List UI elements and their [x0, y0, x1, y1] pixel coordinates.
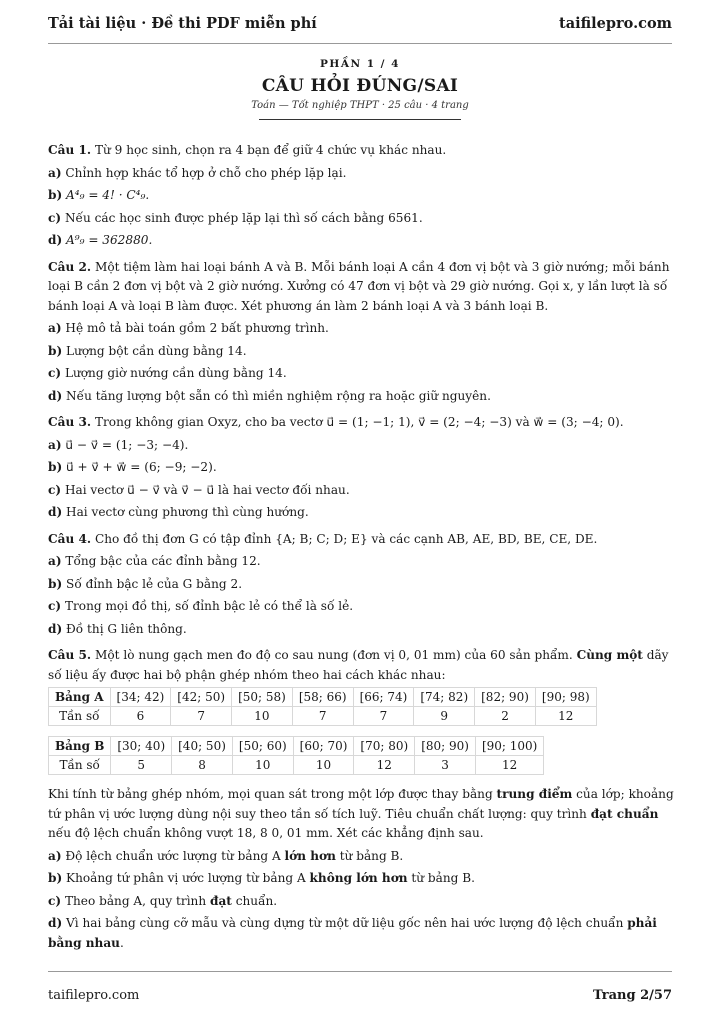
interval-cell: [34; 42): [110, 688, 171, 707]
option-c: [48, 597, 674, 617]
option-c: [48, 364, 674, 384]
table-row: [49, 756, 544, 775]
header-divider: [48, 43, 672, 44]
option-d: [48, 503, 674, 523]
page-footer: [48, 985, 672, 1005]
footer-divider: [48, 971, 672, 972]
option-label: b): [48, 871, 63, 885]
option-c: c) Theo bảng A, quy trình đạt chuẩn.: [48, 893, 278, 908]
question-stem: Một lò nung gạch men đo độ co sau nung (đơn vị 0, 01 mm) của 60 sản phẩm.: [94, 648, 577, 662]
table-name: Bảng A: [49, 688, 111, 707]
question-label: Câu 3.: [48, 415, 92, 429]
question-1: [48, 141, 674, 251]
freq-cell: 10: [293, 756, 354, 775]
interval-cell: [42; 50): [171, 688, 232, 707]
option-b: b) Khoảng tứ phân vị ước lượng từ bảng A không lớn hơn từ bảng B.: [48, 871, 475, 885]
question-stem: Cho đồ thị đơn G có tập đỉnh {A; B; C; D; E} và các cạnh AB, AE, BD, BE, CE, DE.: [94, 531, 598, 546]
option-d: [48, 387, 674, 407]
option-text: Chỉnh hợp khác tổ hợp ở chỗ cho phép lặp lại.: [65, 165, 347, 180]
option-label: b): [48, 343, 63, 358]
option-text: u⃗ + v⃗ + w⃗ = (6; −9; −2).: [66, 460, 217, 474]
question-stem-emphasis: Cùng một: [576, 648, 643, 662]
interval-cell: [82; 90): [475, 688, 536, 707]
option-b: [48, 186, 674, 206]
option-label: a): [48, 554, 62, 568]
option-a: [48, 319, 674, 339]
option-label: a): [48, 321, 62, 335]
option-label: d): [48, 621, 63, 636]
option-label: c): [48, 210, 62, 225]
page-title: CÂU HỎI ĐÚNG/SAI: [261, 76, 459, 96]
row-label: Tần số: [49, 756, 111, 775]
question-note: Khi tính từ bảng ghép nhóm, mọi quan sát trong một lớp được thay bằng trung điểm của lớp; khoảng tứ phân vị ước lượng dùng nội suy theo tần số tích luỹ. Tiêu chuẩn chất lượng: quy trình đạt chuẩn nếu độ lệch chuẩn không vượt 18, 8 0, 01 mm. Xét các khẳng định sau.: [48, 787, 674, 840]
option-label: c): [48, 482, 62, 497]
option-d: d) Vì hai bảng cùng cỡ mẫu và cùng dựng từ một dữ liệu gốc nên hai ước lượng độ lệch chuẩn phải bằng nhau.: [48, 916, 657, 950]
question-4: [48, 530, 674, 640]
option-label: c): [48, 599, 62, 613]
option-b: [48, 458, 674, 478]
option-b: [48, 575, 674, 595]
question-stem: Trong không gian Oxyz, cho ba vectơ u⃗ = (1; −1; 1), v⃗ = (2; −4; −3) và w⃗ = (3; −4; 0).: [94, 415, 624, 429]
footer-site-link[interactable]: taifilepro.com: [48, 987, 140, 1003]
option-label: a): [48, 437, 62, 452]
part-label: PHẦN 1 / 4: [320, 58, 400, 70]
option-text: Nếu tăng lượng bột sẵn có thì miền nghiệm rộng ra hoặc giữ nguyên.: [66, 388, 491, 403]
question-2: [48, 258, 674, 407]
interval-cell: [80; 90): [415, 737, 476, 756]
option-label: c): [48, 893, 62, 908]
question-label: Câu 5.: [48, 648, 92, 662]
interval-cell: [30; 40): [111, 737, 172, 756]
title-divider: [259, 119, 461, 120]
interval-cell: [66; 74): [353, 688, 414, 707]
option-text: Tổng bậc của các đỉnh bằng 12.: [65, 554, 261, 568]
question-label: Câu 1.: [48, 143, 92, 157]
interval-cell: [58; 66): [292, 688, 353, 707]
option-text: Số đỉnh bậc lẻ của G bằng 2.: [66, 576, 243, 591]
page-subtitle: Toán — Tốt nghiệp THPT · 25 câu · 4 trang: [251, 100, 469, 111]
option-label: c): [48, 366, 62, 380]
freq-cell: 12: [475, 756, 543, 775]
option-text: Nếu các học sinh được phép lặp lại thì số cách bằng 6561.: [64, 210, 423, 225]
option-label: a): [48, 848, 62, 863]
option-d: [48, 620, 674, 640]
freq-cell: 7: [292, 707, 353, 726]
question-stem: dãy số liệu ấy được hai bộ phận ghép nhóm theo hai cách khác nhau:: [48, 648, 669, 682]
question-label: Câu 4.: [48, 531, 92, 546]
option-text: Hai vectơ u⃗ − v⃗ và v⃗ − u⃗ là hai vectơ đối nhau.: [64, 482, 350, 497]
option-a: a) Độ lệch chuẩn ước lượng từ bảng A lớn hơn từ bảng B.: [48, 848, 404, 863]
question-stem: Từ 9 học sinh, chọn ra 4 bạn để giữ 4 chức vụ khác nhau.: [94, 143, 447, 157]
freq-cell: 12: [354, 756, 415, 775]
page-number: Trang 2/57: [593, 987, 672, 1003]
option-text: A⁹₉ = 362880.: [66, 233, 153, 247]
frequency-table-b: [48, 736, 544, 775]
table-row: [49, 707, 597, 726]
option-d: [48, 231, 674, 251]
option-text: u⃗ − v⃗ = (1; −3; −4).: [65, 437, 189, 452]
option-text: Đồ thị G liên thông.: [66, 621, 187, 636]
interval-cell: [90; 98): [535, 688, 596, 707]
option-label: b): [48, 460, 63, 474]
question-3: [48, 413, 674, 523]
freq-cell: 5: [111, 756, 172, 775]
questions-content: [48, 141, 674, 960]
freq-cell: 10: [232, 707, 293, 726]
interval-cell: [74; 82): [414, 688, 475, 707]
option-label: a): [48, 165, 62, 180]
option-label: d): [48, 505, 63, 519]
option-label: d): [48, 388, 63, 403]
option-label: b): [48, 576, 63, 591]
header-site-link[interactable]: taifilepro.com: [559, 14, 672, 32]
freq-cell: 3: [415, 756, 476, 775]
interval-cell: [60; 70): [293, 737, 354, 756]
freq-cell: 12: [535, 707, 596, 726]
interval-cell: [40; 50): [172, 737, 233, 756]
freq-cell: 10: [232, 756, 293, 775]
freq-cell: 6: [110, 707, 171, 726]
freq-cell: 2: [475, 707, 536, 726]
freq-cell: 7: [353, 707, 414, 726]
frequency-table-a: [48, 687, 597, 726]
option-a: [48, 552, 674, 572]
freq-cell: 7: [171, 707, 232, 726]
freq-cell: 8: [172, 756, 233, 775]
header-left-text: Tải tài liệu · Đề thi PDF miễn phí: [48, 14, 317, 32]
option-b: [48, 342, 674, 362]
question-stem: Một tiệm làm hai loại bánh A và B. Mỗi bánh loại A cần 4 đơn vị bột và 3 giờ nướng; mỗi bánh loại B cần 2 đơn vị bột và 2 giờ nướng. Xưởng có 47 đơn vị bột và 29 giờ nướng. Gọi x, y lần lượt là số bánh loại A và loại B làm được. Xét phương án làm 2 bánh loại A và 3 bánh loại B.: [48, 259, 670, 313]
option-label: d): [48, 916, 63, 930]
option-c: [48, 481, 674, 501]
option-label: b): [48, 188, 63, 202]
option-label: d): [48, 233, 63, 247]
option-c: [48, 209, 674, 229]
interval-cell: [50; 58): [232, 688, 293, 707]
option-text: Hệ mô tả bài toán gồm 2 bất phương trình.: [65, 321, 329, 335]
option-a: [48, 164, 674, 184]
interval-cell: [50; 60): [232, 737, 293, 756]
title-block: [48, 58, 672, 120]
table-header-row: [49, 737, 544, 756]
interval-cell: [70; 80): [354, 737, 415, 756]
interval-cell: [90; 100): [475, 737, 543, 756]
option-text: Hai vectơ cùng phương thì cùng hướng.: [66, 505, 309, 519]
option-text: Trong mọi đồ thị, số đỉnh bậc lẻ có thể là số lẻ.: [64, 599, 354, 613]
option-text: Lượng giờ nướng cần dùng bằng 14.: [64, 366, 287, 380]
option-text: Lượng bột cần dùng bằng 14.: [66, 343, 247, 358]
table-name: Bảng B: [49, 737, 111, 756]
option-text: A⁴₉ = 4! · C⁴₉.: [66, 188, 150, 202]
freq-cell: 9: [414, 707, 475, 726]
row-label: Tần số: [49, 707, 111, 726]
option-a: [48, 436, 674, 456]
question-5: [48, 646, 674, 953]
question-label: Câu 2.: [48, 259, 92, 274]
table-header-row: [49, 688, 597, 707]
page-header: [48, 12, 672, 34]
